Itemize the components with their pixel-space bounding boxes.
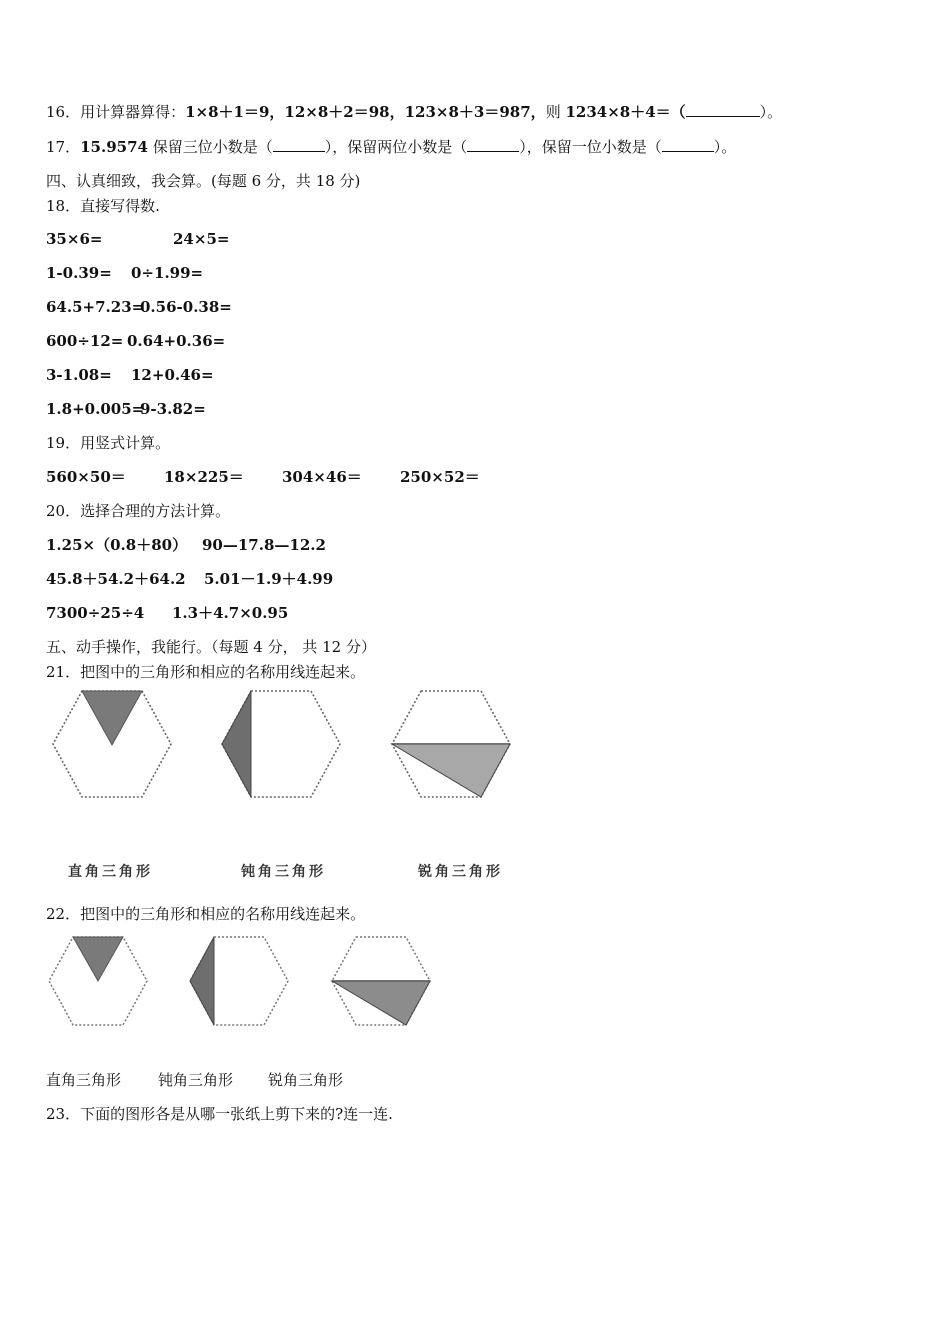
q18-item: 35×6=	[46, 230, 103, 248]
q21-hexagon-acute-triangle	[389, 688, 513, 800]
q17-part3: ），保留一位小数是（	[519, 138, 662, 156]
q22-hexagon-obtuse-triangle	[187, 934, 291, 1028]
q20-item: 1.3＋4.7×0.95	[172, 604, 289, 622]
q19-item: 18×225＝	[164, 468, 244, 486]
q19-item: 560×50＝	[46, 468, 126, 486]
q20-title: 20．选择合理的方法计算。	[46, 502, 231, 520]
q17-part4: ）。	[713, 138, 737, 156]
q22-label-right: 直角三角形	[46, 1071, 122, 1089]
q22-hexagon-right-triangle	[46, 934, 150, 1028]
q20-item: 90—17.8—12.2	[202, 536, 326, 554]
q20-item: 5.01－1.9＋4.99	[204, 570, 334, 588]
section-4-title: 四、认真细致，我会算。(每题 6 分，共 18 分)	[46, 172, 361, 190]
q18-title: 18．直接写得数.	[46, 197, 160, 215]
q20-item: 1.25×（0.8＋80）	[46, 536, 188, 554]
q19-item: 250×52＝	[400, 468, 480, 486]
q22-title: 22．把图中的三角形和相应的名称用线连起来。	[46, 905, 366, 923]
q18-item: 1.8+0.005=	[46, 400, 145, 418]
q21-label-right: 直角三角形	[68, 864, 153, 880]
q21-label-obtuse: 钝角三角形	[241, 864, 326, 880]
q18-item: 0.64+0.36=	[127, 332, 226, 350]
q18-item: 600÷12=	[46, 332, 124, 350]
q16-text-pre: 用计算器算得：	[80, 103, 186, 121]
q21-hexagon-right-triangle	[50, 688, 174, 800]
q19-title: 19．用竖式计算。	[46, 434, 171, 452]
q18-item: 0.56-0.38=	[140, 298, 232, 316]
q20-item: 45.8＋54.2＋64.2	[46, 570, 186, 588]
q16-expression: 1×8＋1＝9，12×8＋2＝98，123×8＋3＝987，	[185, 103, 546, 121]
q18-item: 3-1.08=	[46, 366, 112, 384]
q17-blank-3[interactable]	[662, 137, 714, 152]
q18-item: 1-0.39=	[46, 264, 112, 282]
q17-blank-2[interactable]	[467, 137, 519, 152]
q18-item: 12+0.46=	[131, 366, 214, 384]
q16-answer-blank[interactable]	[686, 102, 760, 117]
q22-label-obtuse: 钝角三角形	[158, 1071, 234, 1089]
q18-item: 64.5+7.23=	[46, 298, 145, 316]
q17-part2: ），保留两位小数是（	[324, 138, 468, 156]
q18-item: 9-3.82=	[140, 400, 206, 418]
q16-question: 1234×8＋4＝（	[565, 103, 686, 121]
q22-label-acute: 锐角三角形	[268, 1071, 344, 1089]
q16-label: 16．	[46, 103, 81, 121]
question-17	[46, 137, 736, 157]
q20-item: 7300÷25÷4	[46, 604, 145, 622]
question-16	[46, 102, 782, 122]
q16-close: ）。	[759, 103, 783, 121]
q21-label-acute: 锐角三角形	[418, 864, 503, 880]
q18-item: 24×5=	[173, 230, 230, 248]
q18-item: 0÷1.99=	[131, 264, 204, 282]
q21-title: 21．把图中的三角形和相应的名称用线连起来。	[46, 663, 366, 681]
q19-item: 304×46＝	[282, 468, 362, 486]
q17-number: 15.9574	[80, 138, 148, 156]
section-5-title: 五、动手操作，我能行。（每题 4 分， 共 12 分）	[46, 638, 376, 656]
q22-hexagon-acute-triangle	[329, 934, 433, 1028]
q21-hexagon-obtuse-triangle	[219, 688, 343, 800]
q16-then: 则	[545, 103, 566, 121]
q23-title: 23．下面的图形各是从哪一张纸上剪下来的?连一连.	[46, 1105, 393, 1123]
q17-label: 17．	[46, 138, 81, 156]
q17-blank-1[interactable]	[273, 137, 325, 152]
q17-part1: 保留三位小数是（	[147, 138, 273, 156]
